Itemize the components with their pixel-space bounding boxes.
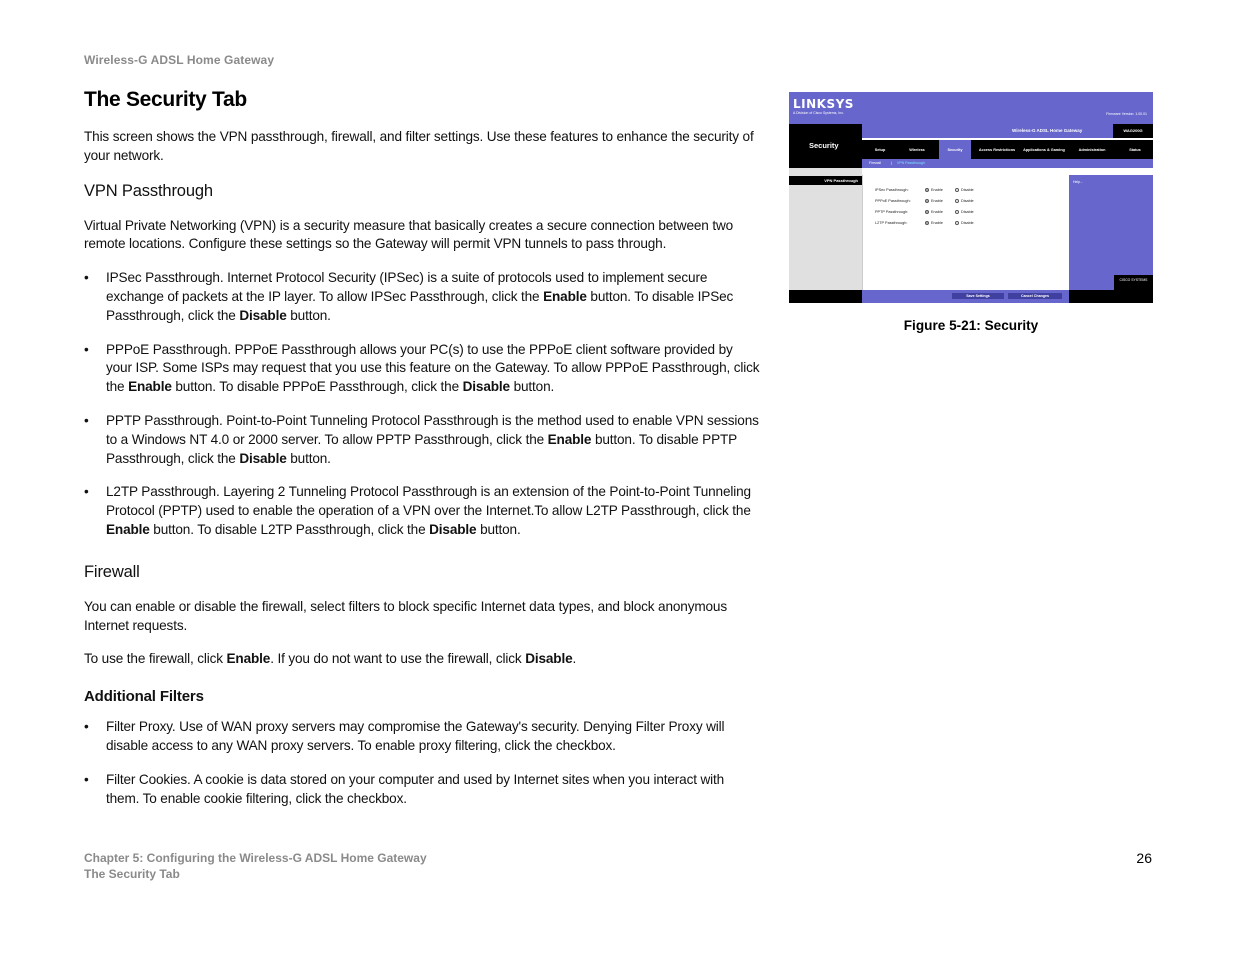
disable-term: Disable — [429, 521, 477, 537]
option-label: Disable — [961, 210, 974, 214]
footer-section: The Security Tab — [84, 867, 180, 881]
figure-sidebar-label: VPN Passthrough — [789, 176, 862, 185]
linksys-logo: LINKSYS — [793, 97, 854, 111]
figure-tab-bar — [862, 140, 1153, 159]
radio-icon — [955, 221, 959, 225]
figure-footer-left — [789, 290, 862, 303]
figure-main-panel — [862, 175, 1065, 290]
firewall-usage — [84, 650, 760, 669]
page-number: 26 — [1136, 850, 1152, 866]
option-label: Disable — [961, 199, 974, 203]
footer-chapter: Chapter 5: Configuring the Wireless-G ADSL Home Gateway — [84, 851, 427, 865]
pppoe-enable-radio[interactable] — [925, 199, 943, 203]
figure-product-name: Wireless-G ADSL Home Gateway — [1012, 128, 1083, 133]
filters-list — [84, 718, 760, 808]
enable-term: Enable — [547, 431, 592, 447]
usage-text: . If you do not want to use the firewall, click — [270, 651, 526, 667]
figure-caption: Figure 5-21: Security — [903, 318, 1039, 333]
usage-text: . — [572, 651, 577, 667]
tab-security[interactable]: Security — [939, 140, 971, 159]
firewall-description: You can enable or disable the firewall, select filters to block specific Internet data types, and block anonymous Internet requests. — [84, 598, 727, 633]
vpn-list — [84, 269, 760, 540]
tab-setup[interactable]: Setup — [874, 147, 886, 152]
figure-help-panel — [1069, 175, 1153, 290]
option-label: Enable — [931, 199, 943, 203]
item-text: button. — [286, 450, 331, 466]
cancel-changes-button[interactable]: Cancel Changes — [1008, 293, 1062, 299]
running-header: Wireless-G ADSL Home Gateway — [84, 53, 275, 67]
logo-subtitle: A Division of Cisco Systems, Inc. — [793, 111, 844, 115]
security-screenshot-figure — [789, 92, 1153, 303]
figure-section-block — [789, 124, 862, 168]
item-text: button. To disable PPTP Passthrough, click the — [106, 431, 737, 466]
option-label: Enable — [931, 188, 943, 192]
firewall-heading: Firewall — [84, 562, 140, 581]
radio-selected-icon — [925, 221, 929, 225]
enable-term: Enable — [226, 651, 271, 667]
save-settings-button[interactable]: Save Settings — [952, 293, 1004, 299]
figure-section-title: Security — [809, 141, 839, 150]
radio-icon — [955, 188, 959, 192]
tab-administration[interactable]: Administration — [1078, 147, 1106, 152]
ipsec-disable-radio[interactable] — [955, 188, 974, 192]
disable-term: Disable — [239, 307, 287, 323]
item-text: button. To disable IPSec Passthrough, click the — [106, 288, 734, 323]
subtab-separator: | — [891, 161, 892, 165]
help-link[interactable]: Help... — [1073, 180, 1084, 184]
row-label-ipsec: IPSec Passthrough: — [875, 188, 909, 192]
item-text: PPTP Passthrough. Point-to-Point Tunneling Protocol Passthrough is the method used to enable VPN sessions to a Windows NT 4.0 or 2000 server. To allow PPTP Passthrough, click the — [106, 412, 759, 447]
figure-product-bar — [862, 124, 1153, 138]
item-text: L2TP Passthrough. Layering 2 Tunneling Protocol Passthrough is an extension of the Point-to-Point Tunneling Protocol (PPTP) used to enable the operation of a VPN over the Internet.To allow L2TP Passthrough, click the — [106, 484, 751, 519]
radio-icon — [955, 199, 959, 203]
enable-term: Enable — [128, 379, 172, 395]
item-text: button. To disable L2TP Passthrough, click the — [149, 521, 430, 537]
item-text: button. — [286, 307, 331, 323]
item-text: IPSec Passthrough. Internet Protocol Security (IPSec) is a suite of protocols used to implement secure exchange of packets at the IP layer. To allow IPSec Passthrough, click the — [106, 270, 708, 304]
disable-term: Disable — [525, 651, 573, 667]
list-item — [84, 483, 760, 539]
figure-top-banner — [789, 92, 1153, 124]
pptp-enable-radio[interactable] — [925, 210, 943, 214]
figure-footer-right — [1069, 290, 1153, 303]
list-item — [84, 341, 760, 397]
disable-term: Disable — [239, 450, 287, 466]
disable-term: Disable — [462, 379, 510, 395]
option-label: Disable — [961, 221, 974, 225]
list-item: • Filter Proxy. Use of WAN proxy servers may compromise the Gateway's security. Denying Filter Proxy will disable access to any WAN proxy servers. To enable proxy filtering, click the checkbox. — [84, 718, 760, 756]
subtab-vpn-passthrough[interactable]: VPN Passthrough — [897, 161, 925, 165]
radio-icon — [955, 210, 959, 214]
row-label-l2tp: L2TP Passthrough: — [875, 221, 908, 225]
enable-term: Enable — [106, 521, 150, 537]
list-item — [84, 269, 760, 325]
intro-paragraph: This screen shows the VPN passthrough, firewall, and filter settings. Use these features to enhance the security of your network. — [84, 129, 754, 163]
ipsec-enable-radio[interactable] — [925, 188, 943, 192]
vpn-description: Virtual Private Networking (VPN) is a security measure that basically creates a secure connection between two remote locations. Configure these settings so the Gateway will permit VPN tunnels to pass through. — [84, 217, 734, 252]
pppoe-disable-radio[interactable] — [955, 199, 974, 203]
option-label: Enable — [931, 210, 943, 214]
tab-applications-gaming[interactable]: Applications & Gaming — [1023, 147, 1065, 152]
pptp-disable-radio[interactable] — [955, 210, 974, 214]
row-label-pptp: PPTP Passthrough: — [875, 210, 909, 214]
list-item: • Filter Cookies. A cookie is data stored on your computer and used by Internet sites when you interact with them. To enable cookie filtering, click the checkbox. — [84, 771, 760, 809]
radio-selected-icon — [925, 210, 929, 214]
usage-text: To use the firewall, click — [84, 651, 227, 667]
main-content — [84, 128, 760, 823]
item-text: button. To disable PPPoE Passthrough, click the — [171, 379, 463, 395]
list-item — [84, 412, 760, 468]
firmware-version: Firmware Version: 1.00.01 — [1106, 112, 1147, 116]
radio-selected-icon — [925, 199, 929, 203]
subtab-firewall[interactable]: Firewall — [869, 161, 882, 165]
row-label-pppoe: PPPoE Passthrough: — [875, 199, 911, 203]
item-text: button. — [509, 379, 555, 395]
l2tp-enable-radio[interactable] — [925, 221, 943, 225]
tab-status[interactable]: Status — [1129, 147, 1141, 152]
option-label: Disable — [961, 188, 974, 192]
tab-access-restrictions[interactable]: Access Restrictions — [978, 147, 1016, 152]
enable-term: Enable — [543, 288, 587, 304]
tab-wireless[interactable]: Wireless — [909, 147, 925, 152]
item-text: button. — [476, 521, 521, 537]
item-text: PPPoE Passthrough. PPPoE Passthrough allows your PC(s) to use the PPPoE client software provided by your ISP. Some ISPs may request that you use this feature on the Gateway. To allow PPPoE Passthrough, click the — [106, 341, 760, 395]
page-footer — [84, 850, 427, 882]
figure-sidebar — [789, 168, 862, 290]
radio-selected-icon — [925, 188, 929, 192]
filters-heading: Additional Filters — [84, 688, 204, 706]
vpn-heading: VPN Passthrough — [84, 181, 213, 200]
page-title: The Security Tab — [84, 88, 247, 111]
cisco-logo: CISCO SYSTEMS — [1114, 275, 1153, 290]
option-label: Enable — [931, 221, 943, 225]
l2tp-disable-radio[interactable] — [955, 221, 974, 225]
figure-model-number: WAG200G — [1113, 124, 1153, 138]
figure-subtab-bar — [862, 159, 1153, 168]
